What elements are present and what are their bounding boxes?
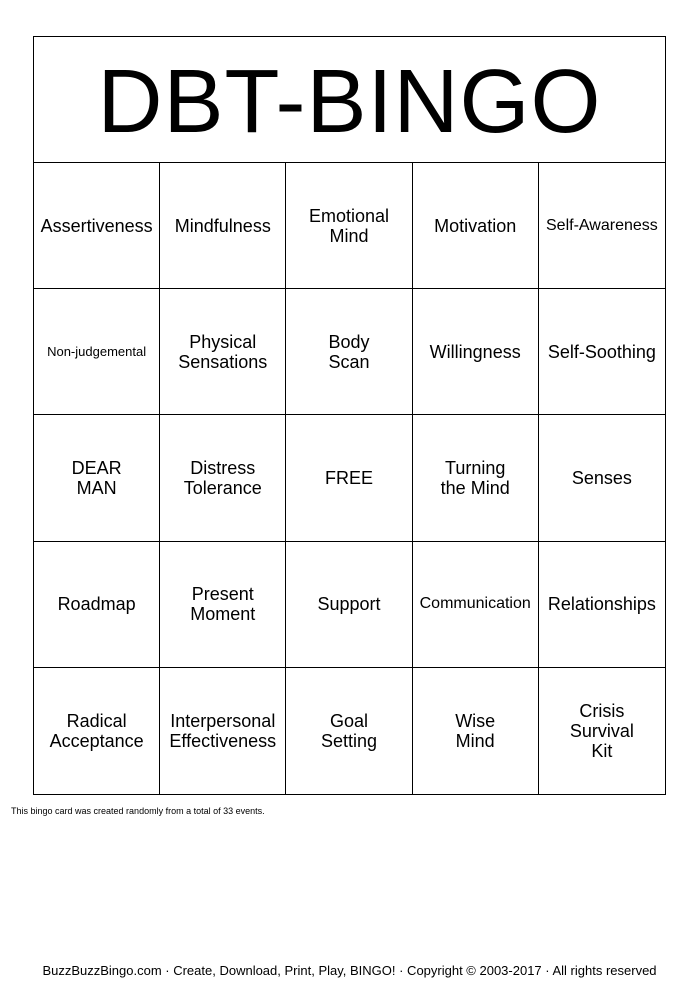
bingo-cell: Crisis Survival Kit xyxy=(569,700,634,761)
bingo-cell: Distress Tolerance xyxy=(160,415,286,541)
bingo-cell: Support xyxy=(286,542,412,668)
bingo-cell: Willingness xyxy=(413,289,539,415)
bingo-cell: Senses xyxy=(539,415,665,541)
bingo-cell: Assertiveness xyxy=(34,163,160,289)
bingo-cell: Turning the Mind xyxy=(413,415,539,541)
bingo-cell: Goal Setting xyxy=(286,668,412,794)
bingo-cell: Interpersonal Effectiveness xyxy=(160,668,286,794)
bingo-cell: Communication xyxy=(413,542,539,668)
bingo-cell: Self-Soothing xyxy=(539,289,665,415)
bingo-cell: Physical Sensations xyxy=(160,289,286,415)
bingo-grid xyxy=(34,163,665,794)
bingo-cell: Roadmap xyxy=(34,542,160,668)
card-title: DBT-BINGO xyxy=(34,37,665,163)
bingo-cell: Radical Acceptance xyxy=(34,668,160,794)
bingo-cell: Present Moment xyxy=(160,542,286,668)
free-space-cell: FREE xyxy=(286,415,412,541)
bingo-cell: Relationships xyxy=(539,542,665,668)
bingo-cell: Wise Mind xyxy=(413,668,539,794)
bingo-cell: DEAR MAN xyxy=(34,415,160,541)
bingo-cell: Mindfulness xyxy=(160,163,286,289)
bingo-cell: Body Scan xyxy=(286,289,412,415)
bingo-cell: Emotional Mind xyxy=(286,163,412,289)
generation-note: This bingo card was created randomly from a total of 33 events. xyxy=(11,806,265,816)
bingo-cell: Self-Awareness xyxy=(539,163,665,289)
bingo-card xyxy=(33,36,666,795)
bingo-cell: Non-judgemental xyxy=(34,289,160,415)
bingo-cell: Motivation xyxy=(413,163,539,289)
footer-copyright: BuzzBuzzBingo.com · Create, Download, Print, Play, BINGO! · Copyright © 2003-2017 · All rights reserved xyxy=(42,963,657,978)
